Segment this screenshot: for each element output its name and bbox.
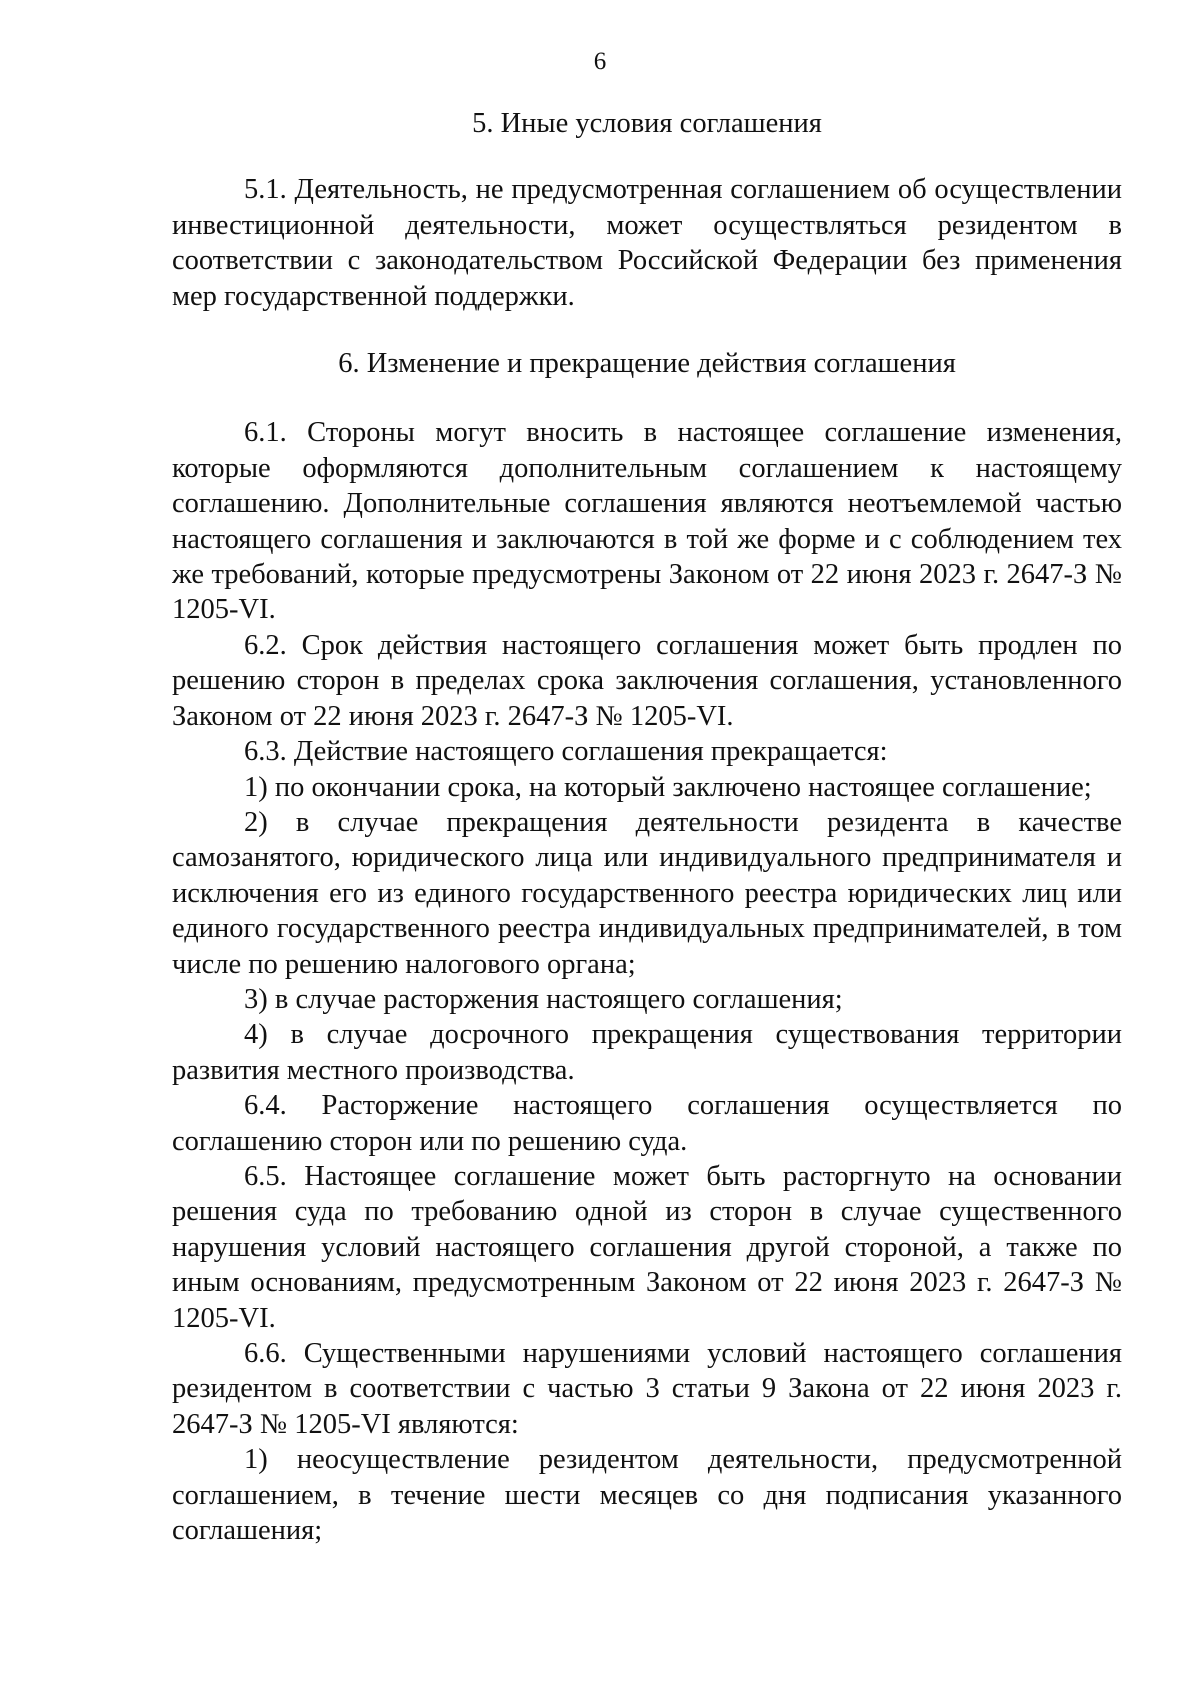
paragraph-6-6-item-1: 1) неосуществление резидентом деятельности, предусмотренной соглашением, в течение шести месяцев со дня подписания указанного соглашения; xyxy=(172,1444,1122,1547)
paragraph-5-1: 5.1. Деятельность, не предусмотренная соглашением об осуществлении инвестиционной деятельности, может осуществляться резидентом в соответствии с законодательством Российской Федерации без применения мер государственной поддержки. xyxy=(172,174,1122,312)
paragraph-6-3: 6.3. Действие настоящего соглашения прекращается: xyxy=(244,736,888,768)
section-6-heading: 6. Изменение и прекращение действия соглашения xyxy=(338,348,956,380)
section-5-heading: 5. Иные условия соглашения xyxy=(472,108,822,139)
paragraph-6-3-item-3: 3) в случае расторжения настоящего соглашения; xyxy=(244,983,843,1015)
document-body xyxy=(172,106,1122,1548)
paragraph-6-3-item-1: 1) по окончании срока, на который заключено настоящее соглашение; xyxy=(244,771,1092,803)
paragraph-6-1: 6.1. Стороны могут вносить в настоящее соглашение изменения, которые оформляются дополнительным соглашением к настоящему соглашению. Дополнительные соглашения являются неотъемлемой частью настоящего соглашения и заключаются в той же форме и с соблюдением тех же требований, которые предусмотрены Законом от 22 июня 2023 г. 2647-З № 1205-VI. xyxy=(172,417,1122,626)
paragraph-6-3-item-2: 2) в случае прекращения деятельности резидента в качестве самозанятого, юридического лица или индивидуального предпринимателя и исключения его из единого государственного реестра юридических лиц или единого государственного реестра индивидуальных предпринимателей, в том числе по решению налогового органа; xyxy=(172,806,1122,980)
paragraph-6-3-item-4: 4) в случае досрочного прекращения существования территории развития местного производства. xyxy=(172,1019,1122,1086)
paragraph-6-4: 6.4. Расторжение настоящего соглашения осуществляется по соглашению сторон или по решению суда. xyxy=(172,1090,1122,1157)
paragraph-6-2: 6.2. Срок действия настоящего соглашения может быть продлен по решению сторон в пределах срока заключения соглашения, установленного Законом от 22 июня 2023 г. 2647-З № 1205-VI. xyxy=(172,629,1122,732)
paragraph-6-6: 6.6. Существенными нарушениями условий настоящего соглашения резидентом в соответствии с частью 3 статьи 9 Закона от 22 июня 2023 г. 2647-З № 1205-VI являются: xyxy=(172,1338,1122,1440)
page-number: 6 xyxy=(593,48,607,75)
paragraph-6-5: 6.5. Настоящее соглашение может быть расторгнуто на основании решения суда по требованию одной из сторон в случае существенного нарушения условий настоящего соглашения другой стороной, а также по иным основаниям, предусмотренным Законом от 22 июня 2023 г. 2647-З № 1205-VI. xyxy=(172,1160,1122,1334)
